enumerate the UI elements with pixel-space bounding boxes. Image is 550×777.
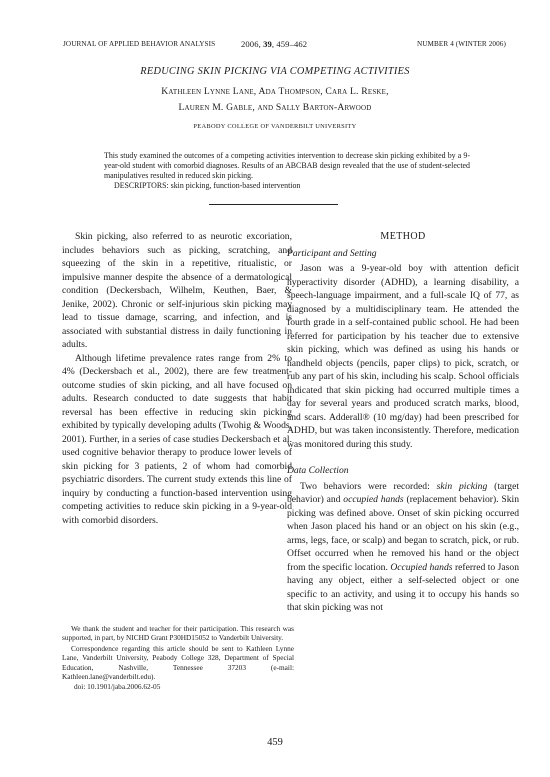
page-number: 459	[267, 737, 283, 748]
body-paragraph: Although lifetime prevalence rates range from 2% to 4% (Deckersbach et al., 2002), there are few treatment-outcome studies of skin picking, and all have focused on adults. Research conducted to date suggests that habit reversal has been effective in reducing skin picking exhibited by typically developing adults (Twohig & Woods, 2001). Further, in a series of case studies Deckersbach et al. used cognitive behavior therapy to produce lower levels of skin picking for 3 patients, 2 of whom had comorbid psychiatric disorders. The current study extends this line of inquiry by conducting a function-based intervention using competing activities to reduce skin picking in a 9-year-old with comorbid disorders.	[62, 352, 292, 526]
journal-name: JOURNAL OF APPLIED BEHAVIOR ANALYSIS	[63, 40, 216, 48]
volume-number: 39	[263, 39, 272, 49]
right-column	[287, 230, 519, 615]
body-paragraph: Two behaviors were recorded: skin picking (target behavior) and occupied hands (replacement behavior). Skin picking was defined above. Onset of skin picking occurred when Jason placed his hand or an object on his skin (e.g., arms, legs, face, or scalp) and began to scratch, pick, or rub. Offset occurred when he removed his hand or the object from the specific location. Occupied hands referred to Jason having any object, either a self-selected object or one specific to an activity, and using it to occupy his hands so that skin picking was not	[287, 480, 520, 613]
author-line: Lauren M. Gable, and Sally Barton-Arwood	[178, 102, 372, 113]
doi-note: doi: 10.1901/jaba.2006.62-05	[74, 682, 161, 692]
term-occupied-hands: Occupied hands	[390, 561, 453, 573]
descriptors: DESCRIPTORS: skin picking, function-based intervention	[114, 181, 301, 190]
left-column	[62, 230, 292, 527]
affiliation: PEABODY COLLEGE OF VANDERBILT UNIVERSITY	[193, 123, 357, 130]
term-occupied-hands: occupied hands	[343, 494, 404, 505]
abstract	[104, 151, 470, 191]
footnotes	[62, 624, 294, 693]
running-head	[63, 40, 506, 52]
issue-info: NUMBER 4 (WINTER 2006)	[416, 40, 506, 48]
section-divider	[209, 204, 338, 205]
correspondence-note: Correspondence regarding this article should be sent to Kathleen Lynne Lane, Vanderbilt University, Peabody College 328, Department of Special Education, Nashville, Tennessee 37203 (e-mail: Kathleen.lane@vanderbilt.edu).	[62, 643, 294, 682]
body-paragraph: Jason was a 9-year-old boy with attention deficit hyperactivity disorder (ADHD), a learning disability, a speech-language impairment, and a full-scale IQ of 77, as diagnosed by a multidisciplinary team. He attended the fourth grade in a self-contained public school. He had been referred for participation by his teacher due to extensive skin picking, which was defined as using his hands or handheld objects (pencils, paper clips) to pick, scratch, or rub any part of his skin, including his scalp. School officials indicated that skin picking had occurred multiple times a day for several years and produced scratch marks, blood, and scars. Adderall® (10 mg/day) had been prescribed for ADHD, but was taken inconsistently. Therefore, medication was monitored during this study.	[287, 263, 519, 450]
term-skin-picking: skin picking	[436, 480, 488, 492]
subsection-heading: Data Collection	[287, 465, 349, 476]
subsection-heading: Participant and Setting	[287, 247, 377, 259]
author-line: Kathleen Lynne Lane, Ada Thompson, Cara L. Reske,	[161, 86, 389, 97]
abstract-text: This study examined the outcomes of a competing activities intervention to decrease skin picking exhibited by a 9-year-old student with comorbid diagnoses. Results of an ABCBAB design revealed that the use of student-selected manipulatives resulted in reduced skin picking.	[104, 151, 470, 180]
article-title: REDUCING SKIN PICKING VIA COMPETING ACTIVITIES	[140, 66, 410, 77]
citation: 2006, 39, 459–462	[241, 39, 308, 49]
body-paragraph: Skin picking, also referred to as neurotic excoriation, includes behaviors such as picking, scratching, and squeezing of the skin in a repetitive, ritualistic, or impulsive manner despite the absence of a dermatological condition (Deckersbach, Wilhelm, Keuthen, Baer, & Jenike, 2002). Chronic or self-injurious skin picking may lead to tissue damage, scarring, and infection, and is associated with substantial distress in daily functioning in adults.	[62, 231, 292, 350]
acknowledgment-note: We thank the student and teacher for their participation. This research was supported, in part, by NICHD Grant P30HD15052 to Vanderbilt University.	[62, 624, 294, 643]
section-heading: METHOD	[380, 231, 426, 242]
author-list	[0, 84, 550, 116]
